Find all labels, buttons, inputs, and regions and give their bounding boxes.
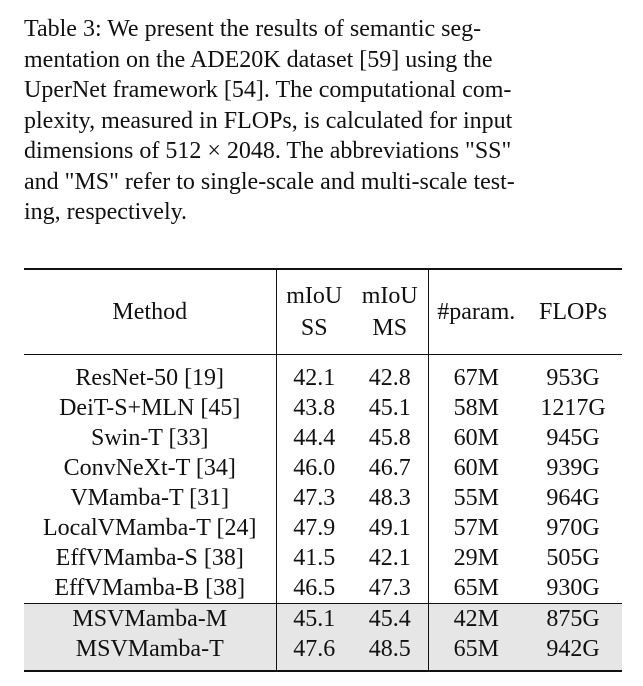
cell-method: ResNet-50 [19]	[24, 355, 276, 394]
table-body	[24, 355, 622, 672]
cell-miou-ss: 41.5	[276, 543, 352, 573]
header-miou-ms-bottom: MS	[372, 315, 408, 341]
cell-flops: 1217G	[540, 395, 606, 421]
cell-method: MSVMamba-M	[24, 604, 276, 635]
caption-line: and "MS" refer to single-scale and multi-scale test-	[24, 168, 515, 195]
cell-method: DeiT-S+MLN [45]	[59, 395, 241, 421]
cell-method: LocalVMamba-T [24]	[43, 515, 257, 541]
cell-flops: 970G	[546, 515, 600, 541]
cell-method: EffVMamba-S [38]	[55, 545, 244, 571]
caption-line: mentation on the ADE20K dataset [59] using the	[24, 46, 493, 73]
cell-miou-ms: 45.8	[368, 425, 411, 451]
cell-miou-ms: 45.4	[352, 604, 428, 635]
cell-flops: 953G	[524, 355, 622, 394]
table-row-highlighted	[24, 634, 622, 671]
cell-miou-ms: 42.1	[368, 545, 411, 571]
results-table	[24, 268, 622, 672]
cell-method: ConvNeXt-T [34]	[63, 455, 236, 481]
table-row	[24, 483, 622, 513]
cell-miou-ss: 45.1	[276, 604, 352, 635]
header-miou-ms-top: mIoU	[352, 269, 428, 312]
cell-flops: 875G	[524, 604, 622, 635]
table-row	[24, 355, 622, 394]
cell-params: 65M	[428, 573, 524, 604]
cell-miou-ms: 46.7	[368, 455, 411, 481]
cell-miou-ss: 47.6	[276, 634, 352, 671]
cell-params: 55M	[428, 483, 524, 513]
cell-method: EffVMamba-B [38]	[54, 575, 246, 601]
cell-flops: 930G	[546, 575, 600, 601]
cell-params: 60M	[428, 453, 524, 483]
table-row-highlighted	[24, 604, 622, 635]
caption-line: Table 3: We present the results of semantic seg-	[24, 16, 482, 42]
cell-params: 58M	[428, 393, 524, 423]
results-table-container	[24, 268, 622, 672]
table-header	[24, 269, 622, 355]
cell-flops: 964G	[546, 485, 600, 511]
header-flops: FLOPs	[524, 269, 622, 355]
cell-flops: 945G	[546, 425, 600, 451]
table-caption	[24, 14, 622, 228]
cell-params: 67M	[428, 355, 524, 394]
cell-params: 65M	[428, 634, 524, 671]
caption-line: plexity, measured in FLOPs, is calculated for input	[24, 107, 513, 134]
cell-method: Swin-T [33]	[90, 425, 209, 451]
cell-miou-ms: 48.5	[352, 634, 428, 671]
header-method: Method	[24, 269, 276, 355]
cell-miou-ss: 47.9	[276, 513, 352, 543]
table-row	[24, 423, 622, 453]
cell-flops: 942G	[524, 634, 622, 671]
cell-miou-ms: 42.8	[352, 355, 428, 394]
cell-flops: 505G	[546, 545, 600, 571]
table-row	[24, 513, 622, 543]
cell-method: MSVMamba-T	[24, 634, 276, 671]
cell-miou-ss: 42.1	[276, 355, 352, 394]
table-row	[24, 453, 622, 483]
cell-miou-ss: 47.3	[276, 483, 352, 513]
caption-line: UperNet framework [54]. The computational com-	[24, 77, 512, 103]
table-row	[24, 393, 622, 423]
cell-miou-ms: 45.1	[368, 395, 411, 421]
cell-miou-ss: 46.5	[276, 573, 352, 604]
cell-method: VMamba-T [31]	[70, 485, 230, 511]
caption-line: dimensions of 512 × 2048. The abbreviations "SS"	[24, 138, 512, 164]
header-miou-ss-top: mIoU	[276, 269, 352, 312]
cell-miou-ss: 43.8	[276, 393, 352, 423]
cell-params: 60M	[428, 423, 524, 453]
table-row	[24, 573, 622, 604]
header-miou-ss-bottom: SS	[276, 312, 352, 355]
cell-flops: 939G	[546, 455, 600, 481]
caption-line: ing, respectively.	[24, 199, 188, 225]
table-row	[24, 543, 622, 573]
header-params: #param.	[428, 269, 524, 355]
cell-miou-ms: 48.3	[368, 485, 411, 511]
cell-miou-ss: 46.0	[276, 453, 352, 483]
cell-miou-ms: 49.1	[368, 515, 411, 541]
cell-miou-ss: 44.4	[276, 423, 352, 453]
cell-params: 29M	[428, 543, 524, 573]
cell-params: 57M	[428, 513, 524, 543]
cell-params: 42M	[428, 604, 524, 635]
cell-miou-ms: 47.3	[368, 575, 411, 601]
